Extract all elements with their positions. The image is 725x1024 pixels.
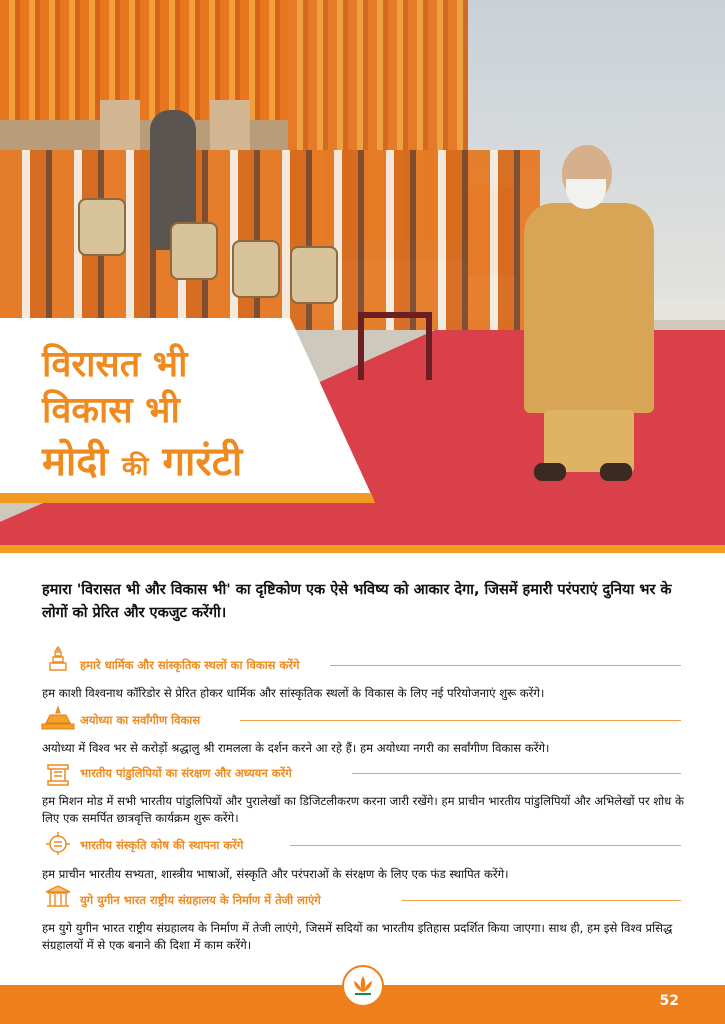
title-line-3 <box>42 432 242 487</box>
section-title: भारतीय पांडुलिपियों का संरक्षण और अध्ययन करेंगे <box>80 766 300 781</box>
title-ki: की <box>121 452 149 482</box>
section-body: हम युगे युगीन भारत राष्ट्रीय संग्रहालय के निर्माण में तेजी लाएंगे, जिसमें सदियों का भारतीय इतिहास प्रदर्शित किया जाएगा। साथ ही, हम इसे विश्व प्रसिद्ध संग्रहालयों में से एक बनाने की दिशा में काम करेंगे। <box>42 921 673 952</box>
section-title: हमारे धार्मिक और सांस्कृतिक स्थलों का विकास करेंगे <box>80 658 307 673</box>
section-title: युगे युगीन भारत राष्ट्रीय संग्रहालय के निर्माण में तेजी लाएंगे <box>80 893 329 908</box>
section-body: हम प्राचीन भारतीय सभ्यता, शास्त्रीय भाषाओं, संस्कृति और परंपराओं के संरक्षण के लिए एक फंड स्थापित करेंगे। <box>42 867 509 881</box>
title-underline <box>0 493 375 503</box>
intro-paragraph: हमारा 'विरासत भी और विकास भी' का दृष्टिकोण एक ऐसे भविष्य को आकार देगा, जिसमें हमारी परंपराएं दुनिया भर के लोगों को प्रेरित और एकजुट करेंगी। <box>42 582 672 621</box>
title-line-2: विकास भी <box>42 389 180 431</box>
section-rule <box>290 845 681 846</box>
section-rule <box>240 720 681 721</box>
section-rule <box>402 900 681 901</box>
lotus-logo-icon <box>342 965 384 1007</box>
section-body: हम मिशन मोड में सभी भारतीय पांडुलिपियों और पुरालेखों का डिजिटलीकरण करना जारी रखेंगे। हम प्राचीन भारतीय पांडुलिपियों और अभिलेखों पर शोध के लिए एक समर्पित छात्रवृत्ति कार्यक्रम शुरू करेंगे। <box>42 794 684 825</box>
scroll-icon <box>44 762 72 788</box>
page-number: 52 <box>659 993 679 1009</box>
section-body: अयोध्या में विश्व भर से करोड़ों श्रद्धालु श्री रामलला के दर्शन करने आ रहे हैं। हम अयोध्या नगरी का सर्वांगीण विकास करेंगे। <box>42 741 550 755</box>
ayodhya-temple-icon <box>40 705 76 731</box>
chair <box>358 312 432 380</box>
title-guarantee: गारंटी <box>162 438 243 485</box>
section-title: भारतीय संस्कृति कोष की स्थापना करेंगे <box>80 838 251 853</box>
title-line-1: विरासत भी <box>42 343 188 385</box>
title-modi: मोदी <box>42 438 108 485</box>
section-body: हम काशी विश्वनाथ कॉरिडोर से प्रेरित होकर धार्मिक और सांस्कृतिक स्थलों के विकास के लिए नई परियोजनाएं शुरू करेंगे। <box>42 686 545 700</box>
temple-icon <box>44 646 72 672</box>
museum-icon <box>44 884 72 910</box>
section-rule <box>330 665 681 666</box>
hero-bottom-border <box>0 545 725 553</box>
section-title: अयोध्या का सर्वांगीण विकास <box>80 713 208 728</box>
walking-man <box>524 145 654 490</box>
fund-icon <box>44 830 72 856</box>
section-rule <box>352 773 681 774</box>
